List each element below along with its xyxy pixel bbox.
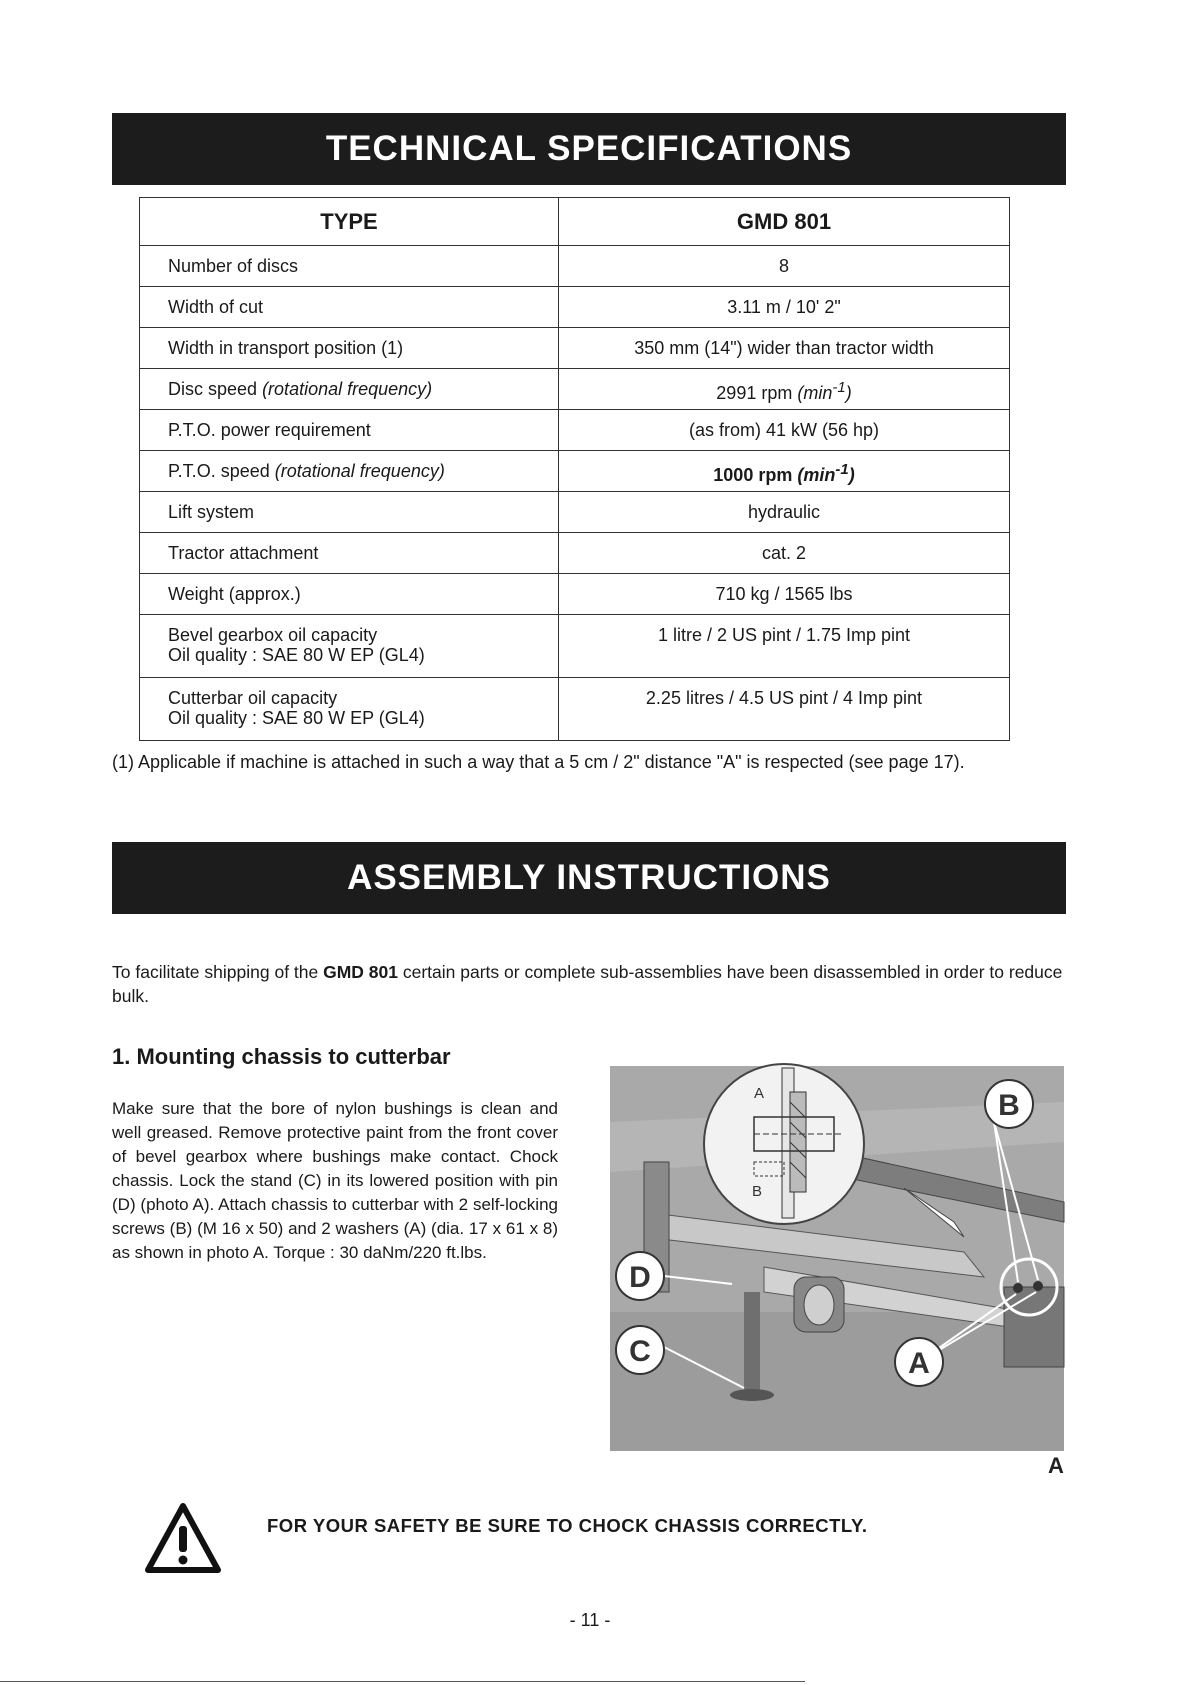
spec-value: 350 mm (14") wider than tractor width	[559, 328, 1010, 369]
spec-section-title: TECHNICAL SPECIFICATIONS	[112, 113, 1066, 185]
spec-value	[559, 451, 1010, 492]
table-row	[140, 492, 1010, 533]
step-body: Make sure that the bore of nylon bushings is clean and well greased. Remove protective paint from the front cover of bevel gearbox where bushings make contact. Chock chassis. Lock the stand (C) in its lowered position with pin (D) (photo A). Attach chassis to cutterbar with 2 self-locking screws (B) (M 16 x 50) and 2 washers (A) (dia. 17 x 61 x 8) as shown in photo A. Torque : 30 daNm/220 ft.lbs.	[112, 1099, 558, 1262]
table-row	[140, 451, 1010, 492]
spec-label-main: P.T.O. speed	[168, 461, 270, 481]
header-model: GMD 801	[559, 198, 1010, 246]
spec-value	[559, 369, 1010, 410]
assembly-photo	[604, 1062, 1074, 1476]
spec-value-close: )	[845, 383, 852, 403]
svg-text:D: D	[629, 1261, 651, 1294]
spec-value-main: 1000 rpm	[713, 465, 793, 485]
inset-label-b: B	[752, 1183, 763, 1200]
assembly-section-title: ASSEMBLY INSTRUCTIONS	[112, 842, 1066, 914]
divider	[0, 1681, 805, 1682]
spec-value: 8	[559, 246, 1010, 287]
spec-value: (as from) 41 kW (56 hp)	[559, 410, 1010, 451]
spec-footnote: (1) Applicable if machine is attached in such a way that a 5 cm / 2" distance "A" is respected (see page 17).	[112, 752, 965, 772]
spec-label-line: Oil quality : SAE 80 W EP (GL4)	[168, 645, 425, 665]
intro-text: To facilitate shipping of the	[112, 962, 324, 982]
warning-triangle-icon	[144, 1502, 222, 1574]
svg-text:C: C	[629, 1335, 651, 1368]
spec-label-main: Disc speed	[168, 379, 258, 399]
spec-label: Width in transport position (1)	[140, 328, 559, 369]
spec-label	[140, 678, 559, 741]
spec-label	[140, 369, 559, 410]
spec-value-close: )	[848, 465, 855, 485]
spec-label: Width of cut	[140, 287, 559, 328]
spec-label: Tractor attachment	[140, 533, 559, 574]
spec-label: P.T.O. power requirement	[140, 410, 559, 451]
spec-value: 2.25 litres / 4.5 US pint / 4 Imp pint	[559, 678, 1010, 741]
svg-text:A: A	[908, 1347, 930, 1380]
table-row	[140, 574, 1010, 615]
table-row	[140, 369, 1010, 410]
spec-table	[139, 197, 1010, 741]
callout-b	[985, 1080, 1033, 1128]
step-title: 1. Mounting chassis to cutterbar	[112, 1044, 451, 1069]
callout-a	[895, 1338, 943, 1386]
table-row	[140, 287, 1010, 328]
spec-label-italic: (rotational frequency)	[274, 461, 445, 481]
spec-label-line: Bevel gearbox oil capacity	[168, 625, 378, 645]
photo-label: A	[1048, 1453, 1064, 1476]
spec-label-line: Cutterbar oil capacity	[168, 688, 338, 708]
table-row	[140, 678, 1010, 741]
header-type: TYPE	[140, 198, 559, 246]
spec-table-header	[140, 198, 1010, 246]
page-number: - 11 -	[569, 1610, 611, 1630]
table-row	[140, 328, 1010, 369]
inset-label-a: A	[754, 1085, 765, 1102]
intro-text: certain parts or complete sub-assemblies have been disassembled in order to reduce bulk.	[112, 962, 1063, 1006]
intro-model: GMD 801	[323, 962, 398, 982]
callout-d	[616, 1252, 664, 1300]
spec-value: cat. 2	[559, 533, 1010, 574]
spec-value-main: 2991 rpm	[716, 383, 793, 403]
spec-value: 1 litre / 2 US pint / 1.75 Imp pint	[559, 615, 1010, 678]
spec-value-unit: (min	[797, 383, 833, 403]
table-row	[140, 615, 1010, 678]
table-row	[140, 246, 1010, 287]
spec-label: Number of discs	[140, 246, 559, 287]
spec-label: Lift system	[140, 492, 559, 533]
spec-value-unit: (min	[797, 465, 836, 485]
spec-label	[140, 615, 559, 678]
spec-value-sup: -1	[832, 379, 846, 396]
spec-value-sup: -1	[835, 461, 849, 478]
safety-warning: FOR YOUR SAFETY BE SURE TO CHOCK CHASSIS CORRECTLY.	[267, 1515, 868, 1536]
assembly-intro	[112, 960, 1068, 1008]
callout-c	[616, 1326, 664, 1374]
spec-label	[140, 451, 559, 492]
spec-label: Weight (approx.)	[140, 574, 559, 615]
spec-label-italic: (rotational frequency)	[262, 379, 433, 399]
spec-value: 710 kg / 1565 lbs	[559, 574, 1010, 615]
table-row	[140, 533, 1010, 574]
spec-value: hydraulic	[559, 492, 1010, 533]
spec-value: 3.11 m / 10' 2"	[559, 287, 1010, 328]
spec-label-line: Oil quality : SAE 80 W EP (GL4)	[168, 708, 425, 728]
svg-text:B: B	[998, 1089, 1020, 1122]
table-row	[140, 410, 1010, 451]
